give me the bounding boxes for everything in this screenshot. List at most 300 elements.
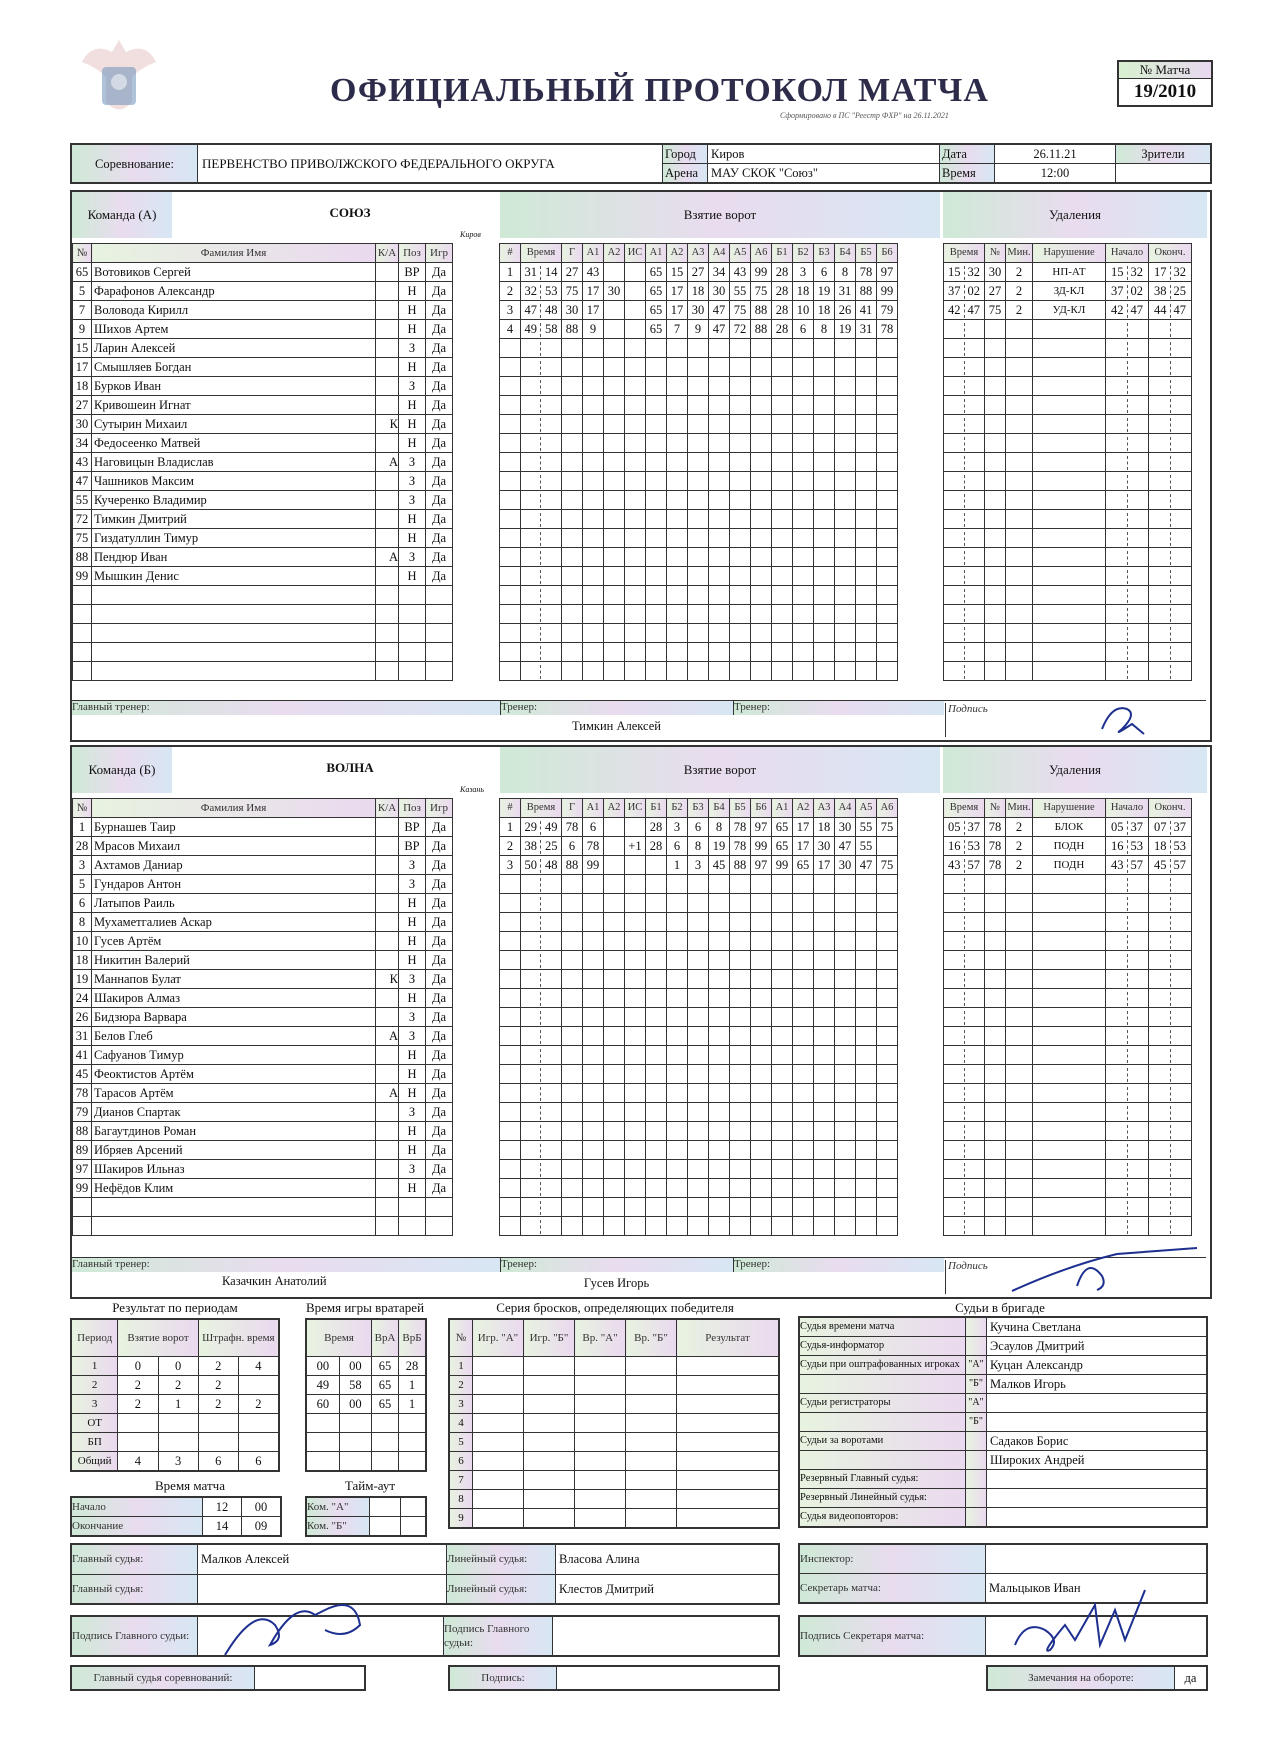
goal-cell [709,1046,730,1065]
penalty-start [1106,472,1149,491]
goal-cell [688,1122,709,1141]
penalty-start [1106,339,1149,358]
penalty-row [944,396,1192,415]
penalty-player [985,1217,1006,1236]
goal-cell [583,529,604,548]
goal-cell [625,624,646,643]
player-name [92,1217,376,1236]
goal-cell [835,529,856,548]
player-name [92,586,376,605]
goal-cell [604,913,625,932]
time-separator [1127,475,1128,489]
goal-cell [604,605,625,624]
time-separator [1170,456,1171,470]
goal-cell [751,1160,772,1179]
time-separator [540,973,542,987]
goal-cell [793,1103,814,1122]
goal-cell [856,643,877,662]
player-position: Н [399,894,426,913]
team-b-coach: Гусев Игорь [583,1276,650,1290]
goal-number [500,434,521,453]
player-name: Пендюр Иван [92,548,376,567]
gk-time-row [306,1452,426,1472]
goal-cell [688,567,709,586]
goal-col-header: Б5 [856,244,877,263]
penalty-minutes [1006,875,1033,894]
penalty-end-sec: 37 [1173,820,1186,834]
goal-cell [709,1065,730,1084]
goal-cell [625,358,646,377]
period-row [71,1395,279,1414]
goal-time [521,1065,562,1084]
penalty-infraction [1033,510,1106,529]
penalty-time-min: 16 [948,839,961,853]
gk-time-title: Время игры вратарей [305,1300,425,1315]
time-separator [540,859,542,873]
goal-cell [667,415,688,434]
penalty-col-header: Время [944,244,985,263]
goal-number: 1 [500,818,521,837]
goal-cell [583,434,604,453]
time-separator [1127,304,1128,318]
penalty-minutes [1006,415,1033,434]
goal-cell [877,989,898,1008]
penalty-player [985,1160,1006,1179]
penalty-start [1106,818,1149,837]
goal-cell [772,624,793,643]
player-number: 5 [73,282,92,301]
shootout-title: Серия бросков, определяющих победителя [496,1300,734,1315]
shootout-col-header: Результат [677,1319,780,1357]
shootout-row [449,1395,779,1414]
time-separator [964,859,965,873]
goal-time [521,339,562,358]
penalty-end-min: 18 [1154,839,1167,853]
goal-cell [709,913,730,932]
goal-cell [814,1141,835,1160]
penalty-row [944,263,1192,282]
goal-cell [856,1084,877,1103]
penalty-time [944,970,985,989]
goal-number [500,624,521,643]
goal-cell [562,970,583,989]
brigade-row [799,1356,1207,1375]
competition-name: ПЕРВЕНСТВО ПРИВОЛЖСКОГО ФЕДЕРАЛЬНОГО ОКРУГА [198,144,663,183]
penalty-player [985,472,1006,491]
time-separator [964,1144,965,1158]
goal-cell [877,951,898,970]
goal-cell [625,913,646,932]
comp-ref-sign-label: Подпись: [449,1666,557,1690]
goal-cell [835,913,856,932]
goal-cell [793,396,814,415]
penalty-end-sec: 47 [1173,303,1186,317]
time-separator [1127,513,1128,527]
goal-col-header: А1 [583,799,604,818]
goal-time [521,662,562,681]
goal-cell [772,1008,793,1027]
goal-cell [856,1122,877,1141]
goal-cell [772,951,793,970]
player-plays: Да [426,1141,453,1160]
goal-cell [751,472,772,491]
time-separator [1127,935,1128,949]
gk-time-value [306,1433,339,1452]
goal-cell [730,1160,751,1179]
player-name [92,643,376,662]
goal-cell [814,1122,835,1141]
gk-time-value: 00 [339,1357,371,1376]
goal-row [500,339,898,358]
period-name: 2 [71,1376,118,1395]
time-separator [1170,973,1171,987]
goal-cell: 17 [667,282,688,301]
goal-cell [856,586,877,605]
player-name: Гусев Артём [92,932,376,951]
goal-cell [772,548,793,567]
goal-cell [688,453,709,472]
player-position: З [399,1160,426,1179]
penalty-time [944,643,985,662]
goal-cell [583,643,604,662]
time-separator [540,878,542,892]
goal-number [500,1179,521,1198]
player-position [399,586,426,605]
notes-table [986,1665,1208,1691]
goal-cell [625,1103,646,1122]
penalty-minutes [1006,586,1033,605]
brigade-row [799,1337,1207,1356]
goal-cell [835,1065,856,1084]
goal-cell [835,491,856,510]
penalty-end [1149,1217,1192,1236]
goal-number [500,567,521,586]
goal-cell [835,1141,856,1160]
goal-cell [835,586,856,605]
goal-cell [751,970,772,989]
time-separator [964,821,965,835]
goal-cell [793,339,814,358]
penalty-start [1106,1046,1149,1065]
player-position: Н [399,1179,426,1198]
time-separator [1127,665,1128,679]
gk-time-value [399,1414,427,1433]
goal-number [500,605,521,624]
goal-cell [562,605,583,624]
time-separator [1127,361,1128,375]
player-plays [426,624,453,643]
goal-cell [751,1008,772,1027]
time-separator [1127,954,1128,968]
time-separator [540,608,542,622]
goal-cell [835,472,856,491]
player-captain-mark: А [376,1084,399,1103]
goal-cell [646,989,667,1008]
goal-cell [730,1179,751,1198]
penalty-start [1106,837,1149,856]
goal-time [521,856,562,875]
goal-cell [814,567,835,586]
team-a-coaches [72,700,1206,737]
gk-time-value: 58 [339,1376,371,1395]
time-separator [1127,342,1128,356]
goal-cell [604,339,625,358]
penalty-row [944,377,1192,396]
brigade-role: Судья времени матча [799,1317,966,1337]
goal-cell [856,624,877,643]
team-b-penalties-title: Удаления [943,747,1207,793]
goal-cell [625,510,646,529]
goal-col-header: # [500,799,521,818]
penalty-minutes [1006,1141,1033,1160]
goal-cell [772,1103,793,1122]
goal-cell [856,970,877,989]
goal-cell [688,1141,709,1160]
penalty-player [985,1046,1006,1065]
match-start-label: Начало [71,1497,203,1517]
penalty-row [944,1027,1192,1046]
goal-cell: 55 [856,837,877,856]
goal-cell [730,1065,751,1084]
player-captain-mark [376,320,399,339]
goal-cell: 78 [730,818,751,837]
player-captain-mark: К [376,970,399,989]
player-position: Н [399,1046,426,1065]
penalty-time [944,1122,985,1141]
gk-time-table [305,1318,427,1472]
shootout-cell [575,1509,626,1529]
penalty-infraction [1033,1179,1106,1198]
period-value: 4 [118,1452,158,1472]
goal-cell [625,339,646,358]
penalty-time [944,1065,985,1084]
penalty-infraction [1033,1122,1106,1141]
player-number: 99 [73,1179,92,1198]
team-b-name: ВОЛНА [326,760,374,775]
player-row [73,1027,453,1046]
goal-number [500,643,521,662]
player-name: Ибряев Арсений [92,1141,376,1160]
time-separator [964,399,965,413]
goal-cell [709,548,730,567]
player-position: ВР [399,837,426,856]
goal-cell [814,951,835,970]
spectators-value [1116,164,1212,184]
period-value: 4 [238,1357,279,1376]
goal-row [500,643,898,662]
penalty-start [1106,396,1149,415]
penalty-row [944,1008,1192,1027]
player-plays: Да [426,434,453,453]
penalty-minutes [1006,1065,1033,1084]
penalty-infraction [1033,1217,1106,1236]
goal-number [500,913,521,932]
goal-cell [604,586,625,605]
penalty-minutes [1006,548,1033,567]
player-captain-mark [376,989,399,1008]
shootout-cell [626,1509,677,1529]
match-number: 19/2010 [1133,81,1197,102]
goal-cell [835,624,856,643]
goal-cell: 10 [793,301,814,320]
goal-cell [814,396,835,415]
goal-cell [877,358,898,377]
player-captain-mark [376,567,399,586]
time-separator [964,1201,965,1215]
goal-cell [772,1198,793,1217]
player-captain-mark [376,856,399,875]
goal-cell [604,643,625,662]
goal-time [521,1008,562,1027]
goal-cell [814,510,835,529]
col-header-pos: Поз [399,244,426,263]
goal-cell [877,1084,898,1103]
goal-cell [667,662,688,681]
goal-time [521,989,562,1008]
penalty-player [985,624,1006,643]
brigade-name [987,1394,1208,1413]
goal-cell [583,1008,604,1027]
goal-cell [562,567,583,586]
gk-time-value [372,1433,399,1452]
goal-cell [646,529,667,548]
penalty-infraction [1033,662,1106,681]
penalty-time-sec: 32 [967,265,980,279]
gk-time-value: 65 [372,1376,399,1395]
goal-cell [751,913,772,932]
goal-cell [625,548,646,567]
shootout-row [449,1490,779,1509]
player-plays: Да [426,263,453,282]
period-value: 6 [238,1452,279,1472]
time-separator [964,897,965,911]
goal-cell [793,1008,814,1027]
penalty-row [944,894,1192,913]
goal-cell [814,1084,835,1103]
player-position [399,1217,426,1236]
penalty-end [1149,1046,1192,1065]
player-plays: Да [426,282,453,301]
player-plays: Да [426,856,453,875]
penalty-time [944,875,985,894]
shootout-cell [575,1471,626,1490]
goal-cell [793,989,814,1008]
goal-cell [856,1198,877,1217]
player-captain-mark [376,377,399,396]
goal-cell [835,434,856,453]
penalty-time-sec: 53 [967,839,980,853]
penalty-player [985,586,1006,605]
period-value: 2 [198,1395,238,1414]
goal-col-header: Б4 [709,799,730,818]
goal-cell [709,339,730,358]
goal-cell [667,989,688,1008]
time-separator [540,380,542,394]
goal-cell [562,1160,583,1179]
penalty-start [1106,301,1149,320]
goal-cell [604,320,625,339]
shootout-row [449,1433,779,1452]
player-name: Мышкин Денис [92,567,376,586]
player-captain-mark [376,1141,399,1160]
time-separator [1170,954,1171,968]
goal-cell [751,1179,772,1198]
player-number [73,624,92,643]
goal-cell [667,1008,688,1027]
player-captain-mark: А [376,548,399,567]
col-header-play: Игр [426,244,453,263]
penalty-time [944,548,985,567]
goal-cell [604,453,625,472]
goal-cell [604,1008,625,1027]
goal-cell [877,894,898,913]
penalty-minutes [1006,339,1033,358]
brigade-name [987,1413,1208,1432]
goal-cell [604,396,625,415]
goal-col-header: Б2 [793,244,814,263]
team-a-sign-label: Подпись [945,703,988,737]
player-row [73,377,453,396]
penalty-player [985,453,1006,472]
goal-cell [835,453,856,472]
goal-cell [604,358,625,377]
player-plays: Да [426,339,453,358]
shootout-row [449,1452,779,1471]
shootout-cell [626,1433,677,1452]
time-separator [1127,1125,1128,1139]
gk-time-value: 60 [306,1395,339,1414]
goal-cell [730,529,751,548]
shootout-cell [524,1376,575,1395]
goal-cell [625,415,646,434]
goal-cell [730,377,751,396]
goal-cell [646,472,667,491]
period-value: 2 [238,1395,279,1414]
gk-time-row [306,1357,426,1376]
goal-cell: 17 [793,837,814,856]
goal-cell [793,567,814,586]
sign-secretary-label: Подпись Секретаря матча: [799,1616,986,1656]
goal-time [521,453,562,472]
time-separator [1127,627,1128,641]
time-separator [1127,1182,1128,1196]
shootout-cell [677,1376,780,1395]
time-separator [964,361,965,375]
gk-col-b: ВрБ [399,1319,427,1357]
penalty-infraction [1033,875,1106,894]
player-captain-mark [376,1122,399,1141]
goal-cell [709,1122,730,1141]
goal-cell [730,1027,751,1046]
player-name: Латыпов Раиль [92,894,376,913]
player-captain-mark [376,837,399,856]
time-separator [540,821,542,835]
penalty-start [1106,567,1149,586]
goal-time [521,875,562,894]
goal-cell [646,491,667,510]
penalty-player [985,1008,1006,1027]
brigade-team: "Б" [966,1413,987,1432]
penalty-col-header: Оконч. [1149,799,1192,818]
penalty-time [944,1160,985,1179]
penalty-infraction [1033,396,1106,415]
brigade-team [966,1451,987,1470]
player-number: 1 [73,818,92,837]
goal-cell [583,1027,604,1046]
goal-row [500,453,898,472]
goal-cell [856,339,877,358]
goal-cell [730,1046,751,1065]
